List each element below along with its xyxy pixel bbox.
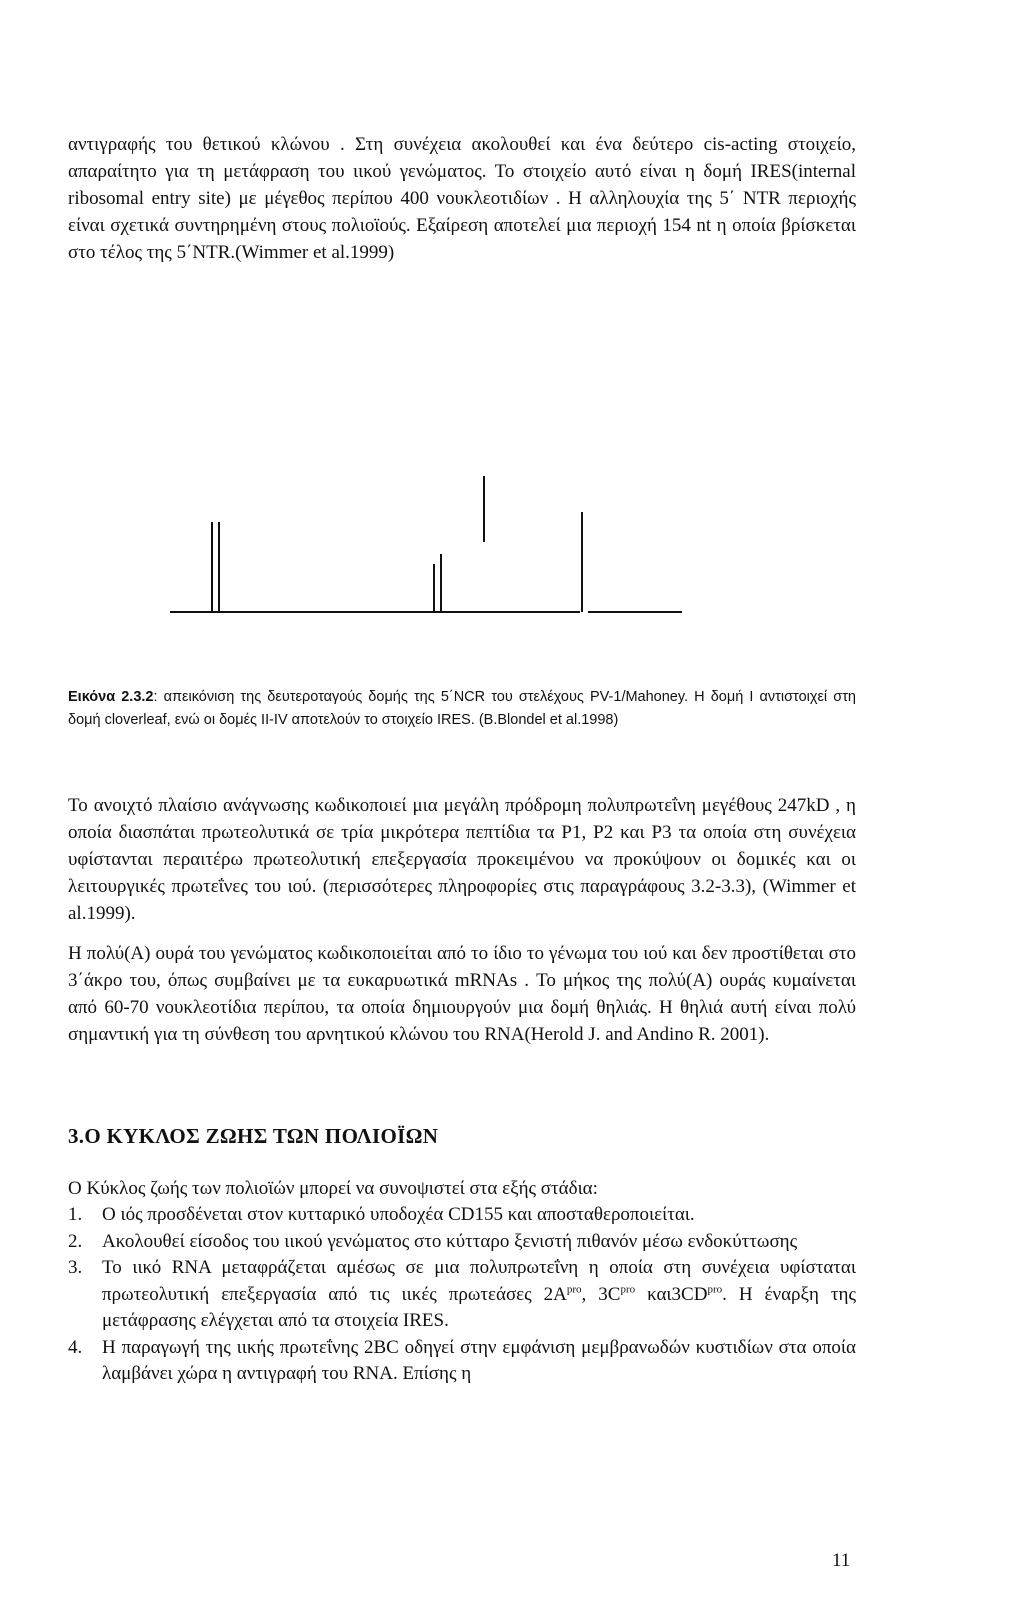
figure-caption-text: : απεικόνιση της δευτεροταγούς δομής της 5΄NCR του στελέχους PV-1/Mahoney. Η δομή Ι αντιστοιχεί στη δομή cloverleaf, ενώ οι δομές II-IV αποτελούν το στοιχείο IRES. (B.Blondel et al.1998) bbox=[68, 689, 856, 728]
list-item bbox=[68, 1202, 856, 1229]
list-item-number: 2. bbox=[68, 1230, 83, 1252]
figure-label: Εικόνα 2.3.2 bbox=[68, 689, 154, 705]
list-item-text: Ακολουθεί είσοδος του ιικού γενώματος στο κύτταρο ξενιστή πιθανόν μέσω ενδοκύττωσης bbox=[102, 1230, 798, 1252]
lifecycle-steps-list bbox=[68, 1202, 856, 1388]
list-item-text: Το ιικό RNA μεταφράζεται αμέσως σε μια πολυπρωτεΐνη η οποία στη συνέχεια υφίσταται πρωτεολυτική επεξεργασία από τις ιικές πρωτεάσες $2A^{pro}$, $3C^{pro}$ $\kappa\alpha\iota 3CD^{pro}$. Η έναρξη της μετάφρασης ελέγχεται από τα στοιχεία IRES. bbox=[102, 1257, 856, 1331]
section-heading: 3.Ο ΚΥΚΛΟΣ ΖΩΗΣ ΤΩΝ ΠΟΛΙΟΪΩΝ bbox=[68, 1124, 439, 1148]
list-item-text: Η παραγωγή της ιικής πρωτεΐνης 2BC οδηγεί στην εμφάνιση μεμβρανωδών κυστιδίων στα οποία λαμβάνει χώρα η αντιγραφή του RNA. Επίσης η bbox=[102, 1336, 856, 1384]
list-item bbox=[68, 1335, 856, 1388]
list-item-number: 3. bbox=[68, 1257, 83, 1278]
list-item-number: 4. bbox=[68, 1336, 83, 1358]
paragraph-lifecycle-intro: Ο Κύκλος ζωής των πολιοϊών μπορεί να συνοψιστεί στα εξής στάδια: bbox=[68, 1178, 598, 1199]
paragraph-polya: Η πολύ(Α) ουρά του γενώματος κωδικοποιείται από το ίδιο το γένωμα του ιού και δεν προστίθεται στο 3΄άκρο του, όπως συμβαίνει με τα ευκαρυωτικά mRNAs . Το μήκος της πολύ(Α) ουράς κυμαίνεται από 60-70 νουκλεοτίδια περίπου, τα οποία δημιουργούν μια δομή θηλιάς. Η θηλιά αυτή είναι πολύ σημαντική για τη σύνθεση του αρνητικού κλώνου του RNA(Herold J. and Andino R. 2001). bbox=[68, 943, 856, 1045]
figure-caption bbox=[68, 686, 856, 731]
paragraph-orf: Το ανοιχτό πλαίσιο ανάγνωσης κωδικοποιεί μια μεγάλη πρόδρομη πολυπρωτεΐνη μεγέθους 247kD , η οποία διασπάται πρωτεολυτικά σε τρία μικρότερα πεπτίδια τα P1, P2 και P3 τα οποία στη συνέχεια υφίστανται περαιτέρω πρωτεολυτική επεξεργασία προκειμένου να προκύψουν οι δομικές και οι λειτουργικές πρωτεΐνες του ιού. (περισσότερες πληροφορίες στις παραγράφους 3.2-3.3), (Wimmer et al.1999). bbox=[68, 795, 856, 924]
list-item bbox=[68, 1255, 856, 1335]
paragraph-ires: αντιγραφής του θετικού κλώνου . Στη συνέχεια ακολουθεί και ένα δεύτερο cis-acting στοιχείο, απαραίτητο για τη μετάφραση του ιικού γενώματος. Το στοιχείο αυτό είναι η δομή IRES(internal ribosomal entry site) με μέγεθος περίπου 400 νουκλεοτιδίων . Η αλληλουχία της 5΄ NTR περιοχής είναι σχετικά συντηρημένη στους πολιοϊούς. Εξαίρεση αποτελεί μια περιοχή 154 nt η οποία βρίσκεται στο τέλος της 5΄NTR.(Wimmer et al.1999) bbox=[68, 134, 856, 263]
secondary-structure-figure bbox=[160, 468, 720, 628]
page-number: 11 bbox=[832, 1550, 851, 1571]
list-item-text: Ο ιός προσδένεται στον κυτταρικό υποδοχέα CD155 και αποσταθεροποιείται. bbox=[102, 1204, 695, 1225]
list-item bbox=[68, 1229, 856, 1256]
list-item-number: 1. bbox=[68, 1204, 83, 1225]
